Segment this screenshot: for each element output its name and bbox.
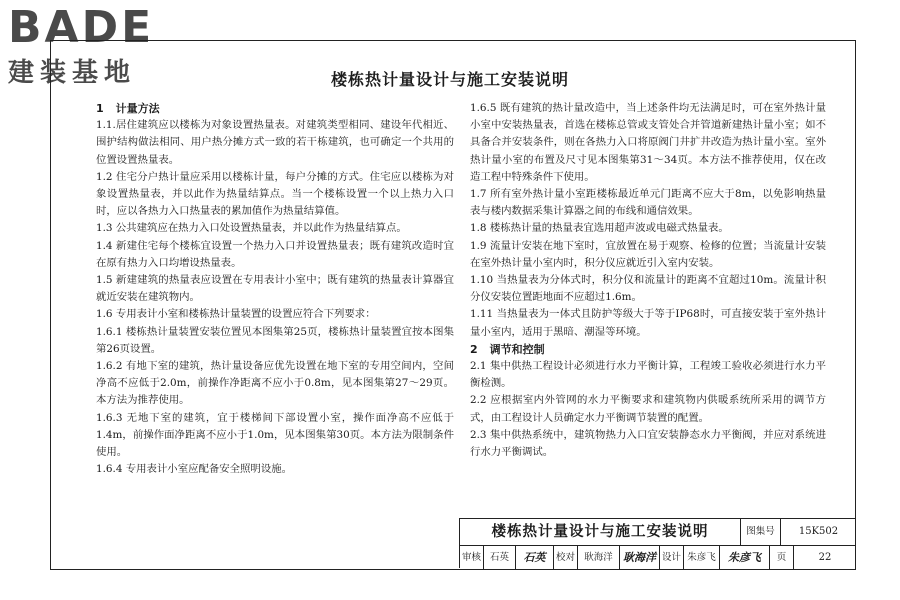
logo-brand-text: BADE	[8, 2, 155, 53]
section-title: 调节和控制	[489, 342, 545, 356]
clause-paragraph: 1.5 新建建筑的热量表应设置在专用表计小室中；既有建筑的热量表计算器宜就近安装在建筑物内。	[96, 274, 454, 304]
atlas-number: 15K502	[798, 526, 839, 537]
clause-paragraph: 2.3 集中供热系统中，建筑物热力入口宜安装静态水力平衡阀，并应对系统进行水力平衡调试。	[470, 428, 826, 459]
checker-name: 耿海洋	[578, 546, 620, 569]
clause-paragraph: 1.6.4 专用表计小室应配备安全照明设施。	[96, 463, 292, 476]
section-number: 1	[96, 102, 104, 115]
checker-signature: 耿海洋	[620, 546, 660, 569]
right-text-column	[470, 100, 826, 461]
clause-paragraph: 1.7 所有室外热计量小室距楼栋最近单元门距离不应大于8m，以免影响热量表与楼内数据采集计算器之间的布线和通信效果。	[470, 188, 826, 218]
review-label: 审核	[460, 546, 484, 569]
clause-paragraph: 1.6.5 既有建筑的热计量改造中，当上述条件均无法满足时，可在室外热计量小室中安装热量表，首选在楼栋总管或支管处合并管道新建热计量小室；如不具备合并安装条件，则在各热力入口将原阀门井扩井改造为热计量小室。室外热计量小室的布置及尺寸见本图集第31～34页。本方法不推荐使用，仅在改造工程中特殊条件下使用。	[470, 102, 826, 183]
design-label: 设计	[660, 546, 684, 569]
title-block-title: 楼栋热计量设计与施工安装说明	[460, 519, 741, 545]
clause-paragraph: 1.6.2 有地下室的建筑，热计量设备应优先设置在地下室的专用空间内，空间净高不应低于2.0m，前操作净距离不应小于0.8m，见本图集第27～29页。本方法为推荐使用。	[96, 360, 454, 407]
title-block	[459, 518, 855, 568]
clause-paragraph: 2.2 应根据室内外管网的水力平衡要求和建筑物内供暖系统所采用的调节方式，由工程设计人员确定水力平衡调节装置的配置。	[470, 394, 826, 424]
clause-paragraph: 1.10 当热量表为分体式时，积分仪和流量计的距离不宜超过10m。流量计积分仪安装位置距地面不应超过1.6m。	[470, 274, 826, 304]
reviewer-signature: 石英	[516, 546, 554, 569]
page-number: 22	[818, 552, 832, 563]
clause-paragraph: 1.6.3 无地下室的建筑，宜于楼梯间下部设置小室，操作面净高不应低于1.4m，前操作面净距离不应小于1.0m，见本图集第30页。本方法为限制条件使用。	[96, 411, 454, 459]
logo-subtitle: 建装基地	[8, 58, 137, 88]
clause-paragraph: 1.6.1 楼栋热计量装置安装位置见本图集第25页，楼栋热计量装置宜按本图集第26页设置。	[96, 325, 454, 355]
clause-paragraph: 1.4 新建住宅每个楼栋宜设置一个热力入口并设置热量表；既有建筑改造时宜在原有热力入口均增设热量表。	[96, 239, 454, 269]
section-number: 2	[470, 342, 478, 356]
page-label: 页	[770, 546, 794, 569]
clause-paragraph: 1.6 专用表计小室和楼栋热计量装置的设置应符合下列要求：	[96, 308, 376, 321]
title-block-top-row	[460, 519, 855, 546]
clause-paragraph: 1.3 公共建筑应在热力入口处设置热量表，并以此作为热量结算点。	[96, 222, 407, 235]
clause-paragraph: 1.9 流量计安装在地下室时，宜放置在易于观察、检修的位置；当流量计安装在室外热计量小室内时，积分仪应就近引入室内安装。	[470, 239, 826, 269]
left-text-column	[96, 100, 454, 478]
section-heading	[470, 341, 826, 358]
clause-paragraph: 2.1 集中供热工程设计必须进行水力平衡计算，工程竣工验收必须进行水力平衡检测。	[470, 360, 826, 390]
designer-signature: 朱彦飞	[720, 546, 770, 569]
atlas-number-label: 图集号	[741, 519, 781, 545]
clause-paragraph: 1.1.居住建筑应以楼栋为对象设置热量表。对建筑类型相同、建设年代相近、围护结构做法相同、用户热分摊方式一致的若干栋建筑，也可确定一个共用的位置设置热量表。	[96, 119, 454, 166]
designer-name: 朱彦飞	[684, 546, 720, 569]
check-label: 校对	[554, 546, 578, 569]
title-block-sign-row	[460, 546, 855, 569]
section-heading	[96, 100, 454, 117]
section-title: 计量方法	[115, 102, 160, 115]
clause-paragraph: 1.11 当热量表为一体式且防护等级大于等于IP68时，可直接安装于室外热计量小室内，适用于黑暗、潮湿等环境。	[470, 308, 826, 338]
reviewer-name: 石英	[484, 546, 516, 569]
clause-paragraph: 1.8 楼栋热计量的热量表宜选用超声波或电磁式热量表。	[470, 222, 729, 235]
clause-paragraph: 1.2 住宅分户热计量应采用以楼栋计量，每户分摊的方式。住宅应以楼栋为对象设置热量表，并以此作为热量结算点。当一个楼栋设置一个以上热力入口时，应以各热力入口热量表的累加值作为热量结算值。	[96, 170, 454, 218]
page-title: 楼栋热计量设计与施工安装说明	[330, 70, 569, 89]
